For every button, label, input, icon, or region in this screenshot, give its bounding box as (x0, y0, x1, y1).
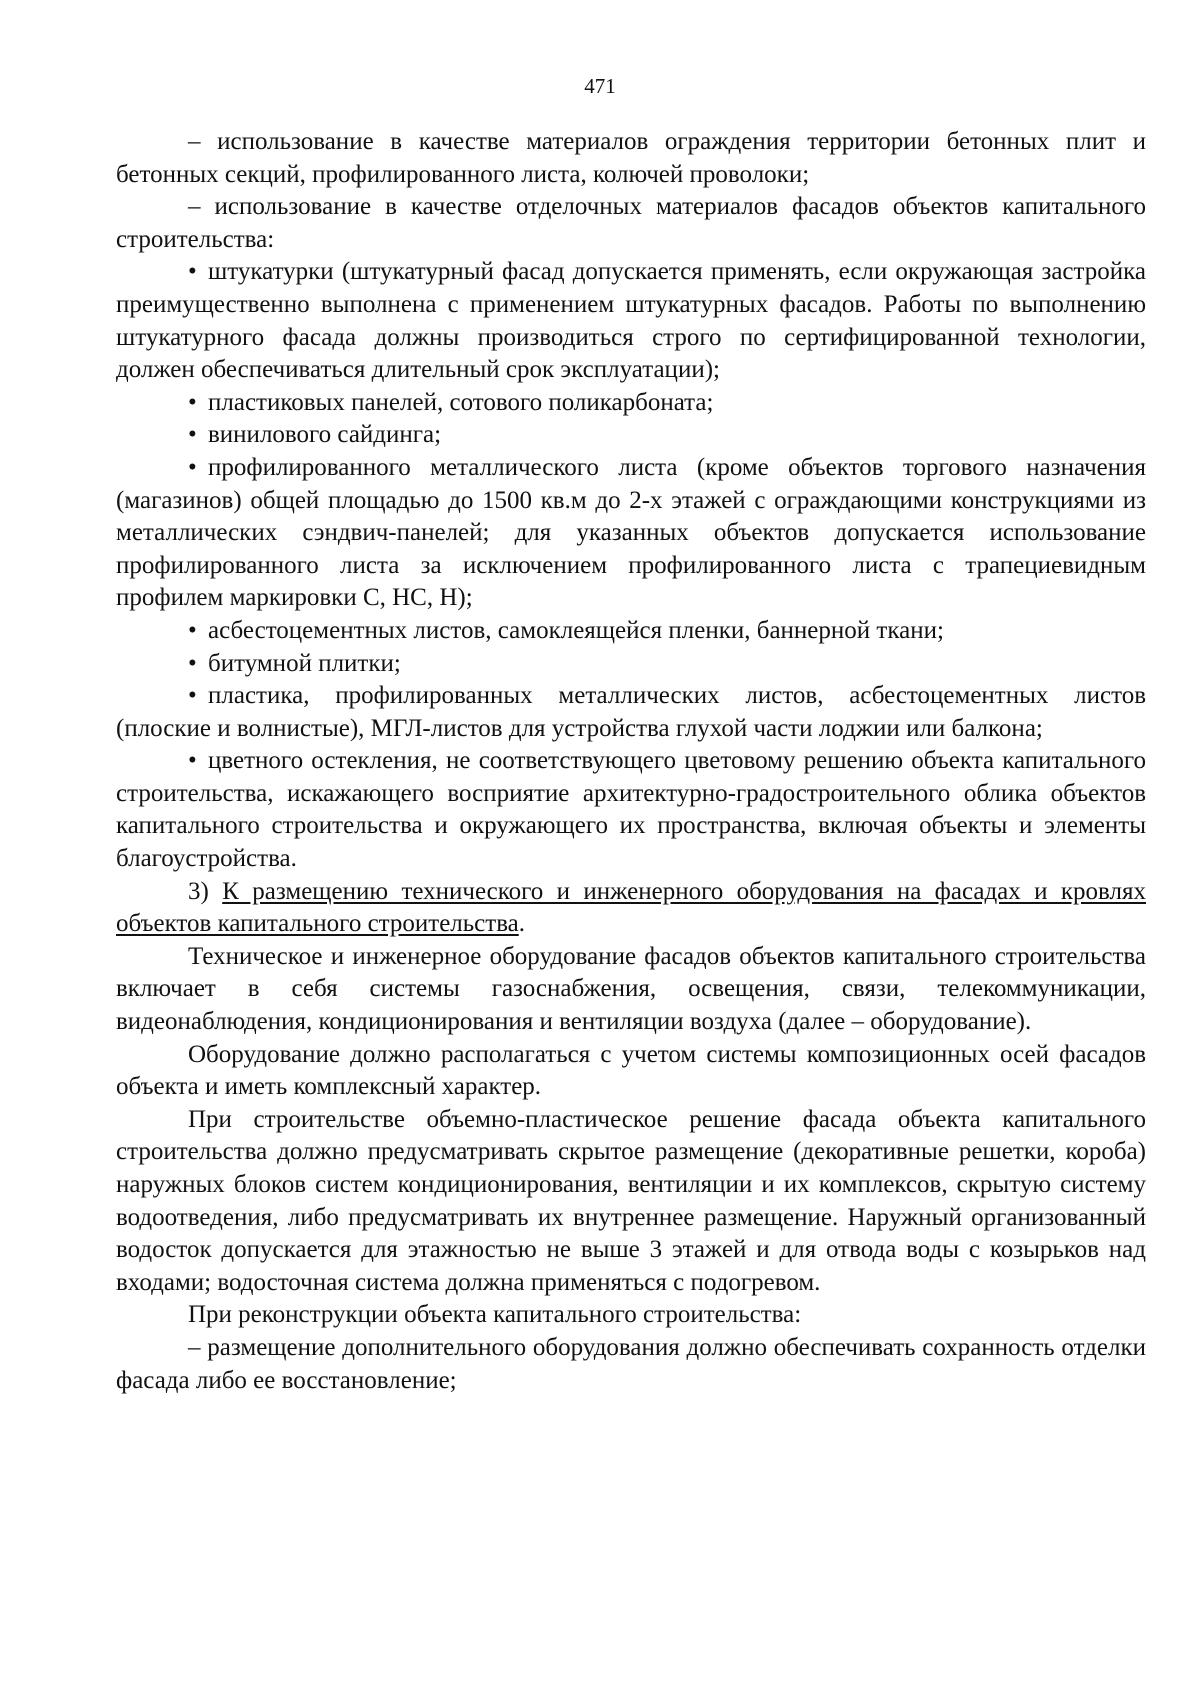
list-item (116, 615, 1146, 648)
paragraph: – использование в качестве отделочных материалов фасадов объектов капитального строительства: (116, 193, 1146, 253)
paragraph: – размещение дополнительного оборудования должно обеспечивать сохранность отделки фасада либо ее восстановление; (116, 1333, 1146, 1394)
bullet-icon: • (188, 747, 197, 775)
list-item-text: асбестоцементных листов, самоклеящейся пленки, баннерной ткани; (208, 616, 944, 644)
bullet-icon: • (188, 649, 197, 677)
bullet-icon: • (188, 258, 197, 286)
document-body (116, 126, 1146, 1397)
section-heading (116, 876, 1146, 941)
page-number: 471 (584, 74, 616, 98)
list-item (116, 745, 1146, 875)
list-item-text: битумной плитки; (208, 649, 401, 677)
list-item (116, 387, 1146, 420)
paragraph: При реконструкции объекта капитального строительства: (188, 1301, 802, 1329)
list-item-text: пластика, профилированных металлических листов, асбестоцементных листов (плоские и волнистые), МГЛ-листов для устройства глухой части лоджии или балкона; (116, 682, 1146, 742)
bullet-icon: • (188, 388, 197, 416)
bullet-icon: • (188, 682, 197, 710)
list-item (116, 648, 1146, 681)
bullet-icon: • (188, 421, 197, 449)
section-number: 3) (188, 877, 209, 905)
paragraph: – использование в качестве материалов ограждения территории бетонных плит и бетонных секций, профилированного листа, колючей проволоки; (116, 128, 1146, 188)
list-item-text: винилового сайдинга; (208, 421, 442, 449)
list-item (116, 256, 1146, 386)
section-title-end: . (518, 910, 526, 938)
section-title: К размещению технического и инженерного оборудования на фасадах и кровлях объектов капитального строительства (116, 877, 1146, 938)
list-item-text: пластиковых панелей, сотового поликарбоната; (208, 388, 714, 416)
bullet-icon: • (188, 453, 197, 481)
list-item-text: цветного остекления, не соответствующего цветовому решению объекта капитального строительства, искажающего восприятие архитектурно-градостроительного облика объектов капитального строительства и окружающего их пространства, включая объекты и элементы благоустройства. (116, 747, 1146, 873)
list-item-text: штукатурки (штукатурный фасад допускается применять, если окружающая застройка преимущественно выполнена с применением штукатурных фасадов. Работы по выполнению штукатурного фасада должны производиться строго по сертифицированной технологии, должен обеспечиваться длительный срок эксплуатации); (116, 258, 1146, 384)
paragraph: Оборудование должно располагаться с учетом системы композиционных осей фасадов объекта и иметь комплексный характер. (116, 1040, 1146, 1101)
list-item (116, 419, 1146, 452)
paragraph: Техническое и инженерное оборудование фасадов объектов капитального строительства включает в себя системы газоснабжения, освещения, связи, телекоммуникации, видеонаблюдения, кондиционирования и вентиляции воздуха (далее – оборудование). (116, 942, 1146, 1036)
list-item (116, 680, 1146, 745)
paragraph: При строительстве объемно-пластическое решение фасада объекта капитального строительства должно предусматривать скрытое размещение (декоративные решетки, короба) наружных блоков систем кондиционирования, вентиляции и их комплексов, скрытую систему водоотведения, либо предусматривать их внутреннее размещение. Наружный организованный водосток допускается для этажностью не выше 3 этажей и для отвода воды с козырьков над входами; водосточная система должна применяться с подогревом. (116, 1105, 1146, 1296)
list-item-text: профилированного металлического листа (кроме объектов торгового назначения (магазинов) общей площадью до 1500 кв.м до 2-х этажей с ограждающими конструкциями из металлических сэндвич-панелей; для указанных объектов допускается использование профилированного листа за исключением профилированного листа с трапециевидным профилем маркировки С, НС, Н); (116, 453, 1146, 612)
list-item (116, 452, 1146, 615)
bullet-icon: • (188, 616, 197, 644)
